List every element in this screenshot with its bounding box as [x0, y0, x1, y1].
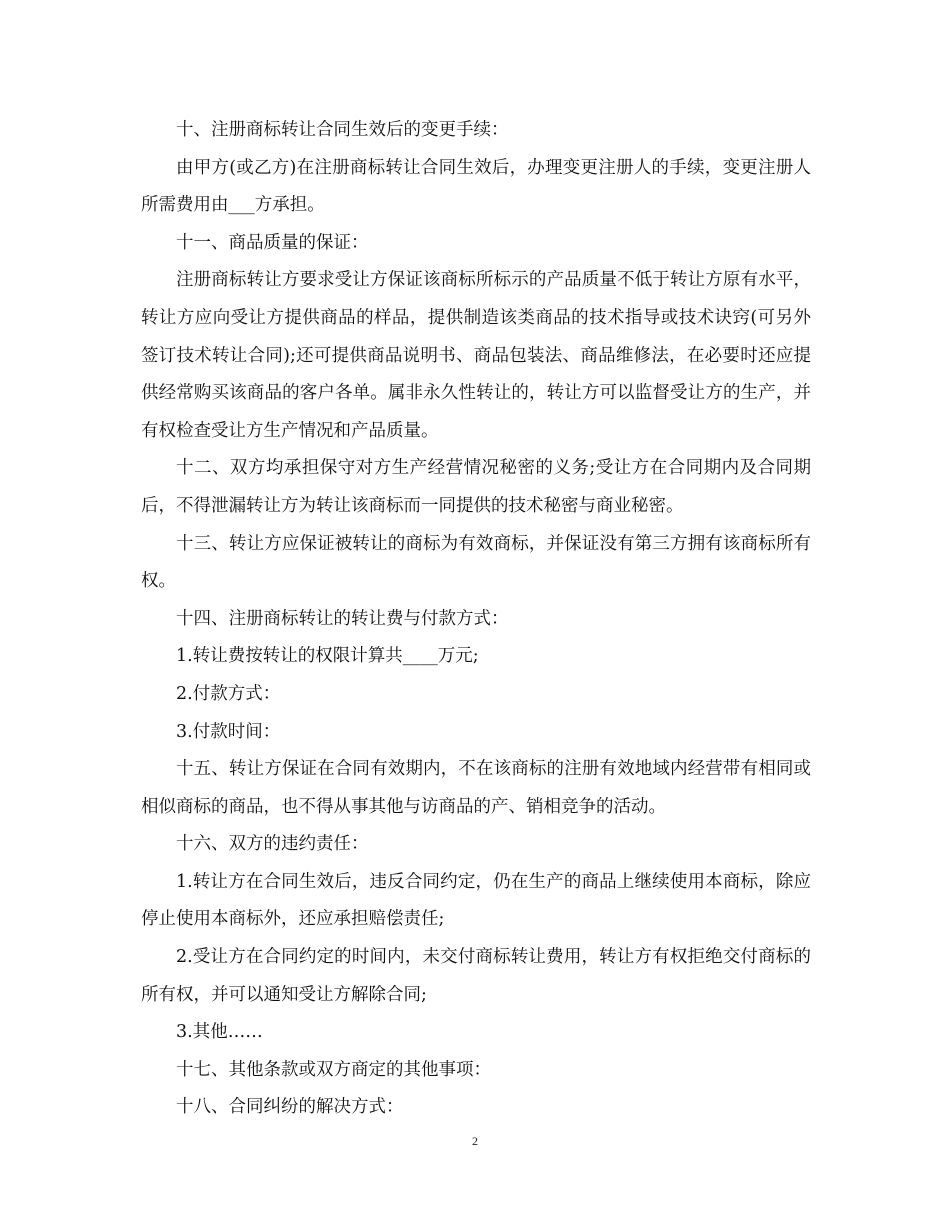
paragraph-clause-16-item-2: 2.受让方在合同约定的时间内，未交付商标转让费用，转让方有权拒绝交付商标的所有权，并可以通知受让方解除合同;	[141, 947, 811, 1005]
paragraph-clause-10-body: 由甲方(或乙方)在注册商标转让合同生效后，办理变更注册人的手续，变更注册人所需费用由___方承担。	[141, 157, 811, 216]
paragraph-clause-15: 十五、转让方保证在合同有效期内，不在该商标的注册有效地域内经营带有相同或相似商标的商品，也不得从事其他与访商品的产、销相竞争的活动。	[141, 759, 811, 817]
paragraph-clause-16-item-1: 1.转让方在合同生效后，违反合同约定，仍在生产的商品上继续使用本商标，除应停止使用本商标外，还应承担赔偿责任;	[141, 871, 811, 930]
paragraph-clause-11-body: 注册商标转让方要求受让方保证该商标所标示的产品质量不低于转让方原有水平，转让方应向受让方提供商品的样品，提供制造该类商品的技术指导或技术诀窍(可另外签订技术转让合同);还可提供商品说明书、商品包装法、商品维修法，在必要时还应提供经常购买该商品的客户各单。属非永久性转让的，转让方可以监督受让方的生产，并有权检查受让方生产情况和产品质量。	[141, 270, 811, 441]
paragraph-clause-14-item-3: 3.付款时间：	[176, 721, 281, 742]
paragraph-clause-14-item-1: 1.转让费按转让的权限计算共____万元;	[176, 646, 479, 667]
paragraph-clause-17: 十七、其他条款或双方商定的其他事项：	[176, 1059, 491, 1080]
paragraph-clause-14-item-2: 2.付款方式：	[176, 683, 281, 704]
paragraph-clause-11-title: 十一、商品质量的保证：	[176, 232, 369, 253]
page-number: 2	[472, 1134, 478, 1148]
document-body	[141, 112, 811, 1127]
paragraph-clause-16-item-3: 3.其他……	[176, 1022, 263, 1043]
paragraph-clause-14-title: 十四、注册商标转让的转让费与付款方式：	[176, 608, 509, 629]
paragraph-clause-18: 十八、合同纠纷的解决方式：	[176, 1097, 404, 1118]
paragraph-clause-10-title: 十、注册商标转让合同生效后的变更手续：	[176, 120, 509, 140]
paragraph-clause-16-title: 十六、双方的违约责任：	[176, 834, 369, 855]
paragraph-clause-12: 十二、双方均承担保守对方生产经营情况秘密的义务;受让方在合同期内及合同期后，不得泄漏转让方为转让该商标而一同提供的技术秘密与商业秘密。	[141, 458, 811, 516]
paragraph-clause-13: 十三、转让方应保证被转让的商标为有效商标，并保证没有第三方拥有该商标所有权。	[141, 533, 811, 592]
